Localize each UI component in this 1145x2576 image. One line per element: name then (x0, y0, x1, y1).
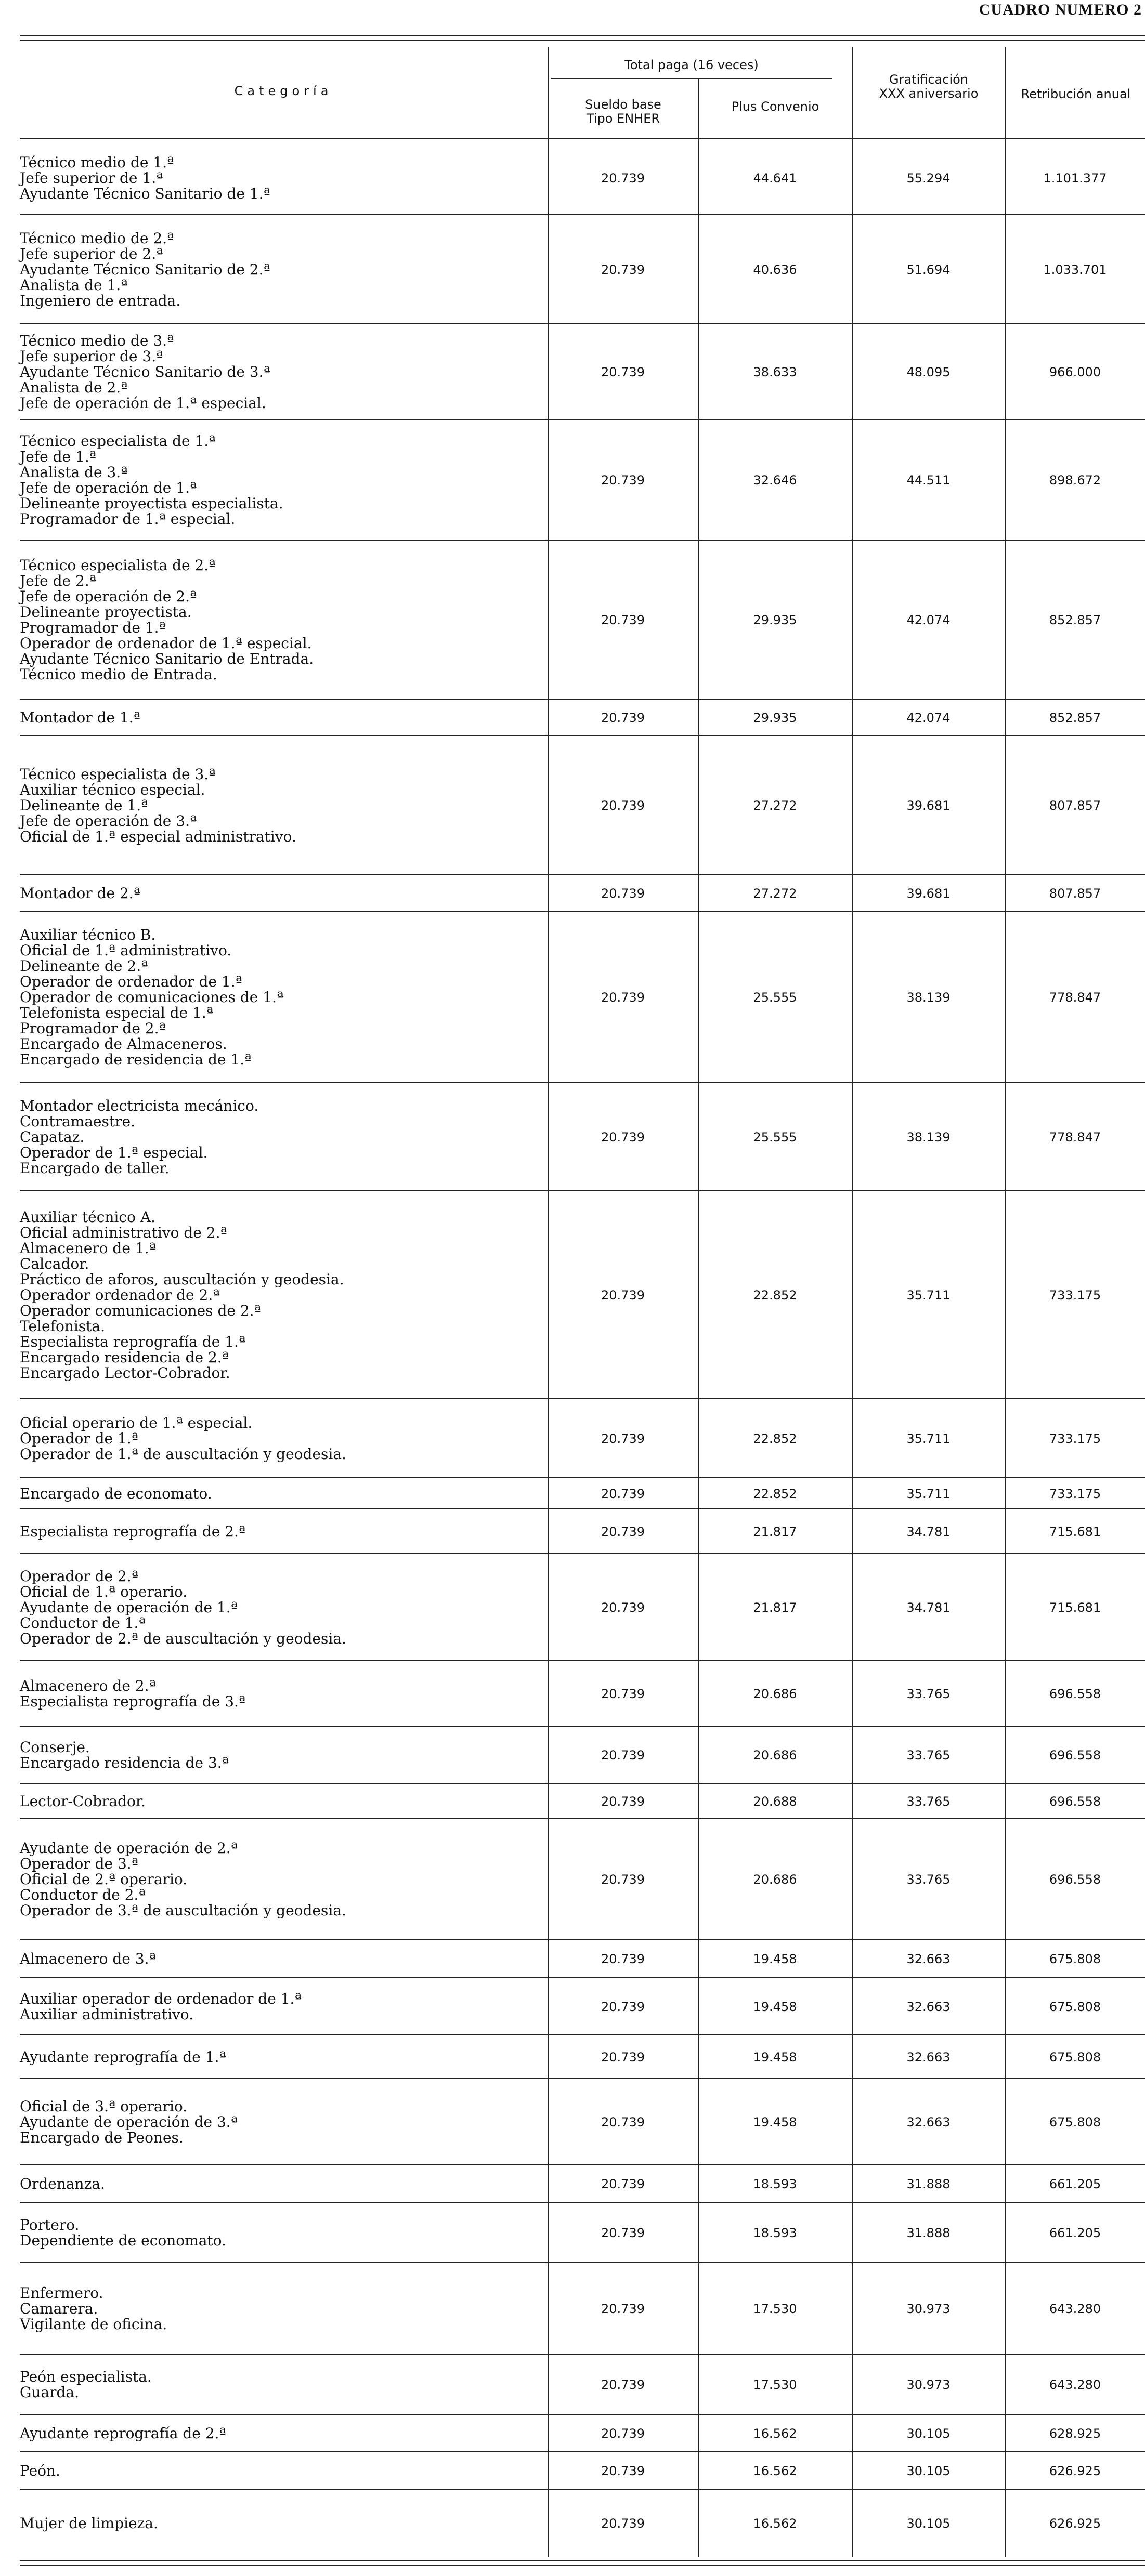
category-line: Conserje. (20, 1739, 90, 1756)
table-row (20, 1784, 1145, 1819)
category-cell (20, 1727, 540, 1784)
gratificacion-cell: 42.074 (906, 711, 951, 725)
retribucion-cell: 852.857 (1049, 711, 1101, 725)
category-cell (20, 2263, 540, 2355)
gratificacion-cell: 51.694 (906, 262, 951, 277)
category-cell (20, 215, 540, 324)
table-row (20, 2490, 1145, 2557)
category-line: Peón especialista. (20, 2368, 152, 2385)
category-line: Ayudante de operación de 3.ª (20, 2113, 238, 2131)
gratificacion-cell: 32.663 (906, 1952, 951, 1966)
gratificacion-cell: 34.781 (906, 1524, 951, 1539)
category-line: Capataz. (20, 1128, 85, 1146)
gratificacion-cell: 48.095 (906, 365, 951, 379)
table-row (20, 1661, 1145, 1727)
sueldo-base-cell: 20.739 (601, 1687, 645, 1701)
category-line: Encargado residencia de 3.ª (20, 1754, 229, 1771)
gratificacion-cell: 30.105 (906, 2516, 951, 2531)
header-retribucion: Retribución anual (1021, 87, 1131, 101)
sueldo-base-cell: 20.739 (601, 2377, 645, 2392)
category-line: Encargado Lector-Cobrador. (20, 1364, 230, 1382)
category-line: Ordenanza. (20, 2175, 105, 2192)
table-row (20, 1083, 1145, 1191)
category-line: Encargado de residencia de 1.ª (20, 1051, 252, 1068)
category-cell (20, 2490, 540, 2557)
table-row (20, 2203, 1145, 2263)
category-line: Encargado de Peones. (20, 2129, 184, 2146)
category-line: Ayudante de operación de 2.ª (20, 1839, 238, 1857)
category-line: Técnico especialista de 3.ª (20, 766, 216, 783)
category-line: Lector-Cobrador. (20, 1793, 146, 1810)
table-row (20, 324, 1145, 420)
plus-convenio-cell: 22.852 (753, 1288, 797, 1303)
plus-convenio-cell: 16.562 (753, 2516, 797, 2531)
category-line: Almacenero de 3.ª (20, 1950, 156, 1967)
category-line: Técnico especialista de 2.ª (20, 557, 216, 574)
category-line: Ingeniero de entrada. (20, 292, 181, 309)
category-line: Encargado de economato. (20, 1485, 212, 1502)
category-line: Telefonista. (20, 1318, 106, 1335)
retribucion-cell: 626.925 (1049, 2516, 1101, 2531)
plus-convenio-cell: 17.530 (753, 2302, 797, 2316)
category-line: Delineante proyectista. (20, 603, 192, 621)
table-row (20, 700, 1145, 736)
plus-convenio-cell: 40.636 (753, 262, 797, 277)
category-cell (20, 2355, 540, 2415)
category-line: Encargado de Almaceneros. (20, 1035, 227, 1053)
total-paga-underline (551, 78, 832, 79)
gratificacion-cell: 31.888 (906, 2177, 951, 2191)
retribucion-cell: 1.033.701 (1043, 262, 1107, 277)
sueldo-base-cell: 20.739 (601, 1872, 645, 1887)
retribucion-cell: 696.558 (1049, 1794, 1101, 1809)
sueldo-base-cell: 20.739 (601, 1952, 645, 1966)
category-line: Jefe de operación de 2.ª (20, 588, 197, 605)
plus-convenio-cell: 27.272 (753, 886, 797, 901)
table-row (20, 1509, 1145, 1554)
plus-convenio-cell: 19.458 (753, 2115, 797, 2130)
category-cell (20, 1784, 540, 1819)
category-cell (20, 324, 540, 420)
category-line: Operador de 2.ª de auscultación y geodesia. (20, 1630, 346, 1647)
plus-convenio-cell: 22.852 (753, 1431, 797, 1446)
category-cell (20, 1191, 540, 1399)
table-row (20, 2079, 1145, 2165)
plus-convenio-cell: 16.562 (753, 2464, 797, 2478)
category-line: Almacenero de 2.ª (20, 1677, 156, 1694)
category-line: Programador de 1.ª (20, 619, 166, 636)
retribucion-cell: 715.681 (1049, 1524, 1101, 1539)
category-line: Enfermero. (20, 2284, 103, 2302)
category-line: Conductor de 1.ª (20, 1614, 146, 1632)
plus-convenio-cell: 19.458 (753, 1952, 797, 1966)
sueldo-base-cell: 20.739 (601, 1524, 645, 1539)
retribucion-cell: 675.808 (1049, 2000, 1101, 2014)
category-line: Operador ordenador de 2.ª (20, 1286, 220, 1304)
retribucion-cell: 898.672 (1049, 473, 1101, 488)
table-row (20, 1727, 1145, 1784)
category-line: Ayudante Técnico Sanitario de 3.ª (20, 363, 270, 380)
category-line: Jefe de operación de 1.ª especial. (20, 395, 266, 412)
category-line: Ayudante Técnico Sanitario de 2.ª (20, 261, 270, 278)
gratificacion-cell: 42.074 (906, 613, 951, 627)
gratificacion-cell: 39.681 (906, 886, 951, 901)
plus-convenio-cell: 20.686 (753, 1872, 797, 1887)
retribucion-cell: 675.808 (1049, 1952, 1101, 1966)
category-line: Analista de 3.ª (20, 464, 128, 481)
gratificacion-cell: 35.711 (906, 1431, 951, 1446)
sueldo-base-cell: 20.739 (601, 2226, 645, 2240)
sueldo-base-cell: 20.739 (601, 2464, 645, 2478)
gratificacion-cell: 33.765 (906, 1794, 951, 1809)
category-line: Ayudante Técnico Sanitario de Entrada. (20, 650, 314, 667)
header-gratificacion-line1: Gratificación (889, 72, 969, 87)
retribucion-cell: 778.847 (1049, 990, 1101, 1005)
retribucion-cell: 733.175 (1049, 1288, 1101, 1303)
table-row (20, 1940, 1145, 1978)
table-row (20, 2165, 1145, 2203)
sueldo-base-cell: 20.739 (601, 886, 645, 901)
table-row (20, 2263, 1145, 2355)
plus-convenio-cell: 44.641 (753, 171, 797, 186)
gratificacion-cell: 33.765 (906, 1687, 951, 1701)
table-row (20, 1554, 1145, 1661)
category-line: Vigilante de oficina. (20, 2316, 167, 2333)
category-cell (20, 736, 540, 875)
category-line: Jefe superior de 3.ª (20, 348, 163, 365)
category-line: Montador de 2.ª (20, 885, 140, 902)
table-row (20, 420, 1145, 541)
category-cell (20, 2079, 540, 2165)
category-line: Ayudante de operación de 1.ª (20, 1599, 238, 1616)
gratificacion-cell: 30.105 (906, 2464, 951, 2478)
category-line: Oficial de 2.ª operario. (20, 1871, 188, 1888)
retribucion-cell: 696.558 (1049, 1748, 1101, 1763)
sueldo-base-cell: 20.739 (601, 365, 645, 379)
plus-convenio-cell: 18.593 (753, 2177, 797, 2191)
table-bottom-rule (20, 2560, 1145, 2566)
category-line: Oficial de 1.ª operario. (20, 1583, 188, 1600)
plus-convenio-cell: 25.555 (753, 1130, 797, 1145)
category-line: Analista de 1.ª (20, 277, 128, 294)
category-line: Portero. (20, 2216, 80, 2233)
gratificacion-cell: 35.711 (906, 1288, 951, 1303)
header-plus-convenio: Plus Convenio (731, 99, 819, 114)
category-line: Programador de 2.ª (20, 1020, 166, 1037)
category-line: Delineante de 1.ª (20, 797, 148, 814)
plus-convenio-cell: 19.458 (753, 2000, 797, 2014)
table-row (20, 215, 1145, 324)
category-cell (20, 420, 540, 541)
retribucion-cell: 643.280 (1049, 2302, 1101, 2316)
category-cell (20, 1940, 540, 1978)
category-line: Auxiliar administrativo. (20, 2006, 193, 2023)
gratificacion-cell: 32.663 (906, 2115, 951, 2130)
category-line: Operador de ordenador de 1.ª (20, 973, 242, 990)
category-line: Operador de 3.ª de auscultación y geodesia. (20, 1902, 346, 1919)
category-cell (20, 700, 540, 736)
category-cell (20, 912, 540, 1083)
category-line: Programador de 1.ª especial. (20, 510, 236, 528)
category-line: Guarda. (20, 2384, 79, 2401)
table-row (20, 1191, 1145, 1399)
page-title: CUADRO NUMERO 2 (979, 1, 1142, 18)
category-line: Delineante proyectista especialista. (20, 495, 283, 512)
header-total-paga: Total paga (16 veces) (624, 58, 759, 72)
category-line: Operador de 1.ª (20, 1430, 139, 1447)
sueldo-base-cell: 20.739 (601, 2516, 645, 2531)
sueldo-base-cell: 20.739 (601, 2115, 645, 2130)
category-line: Delineante de 2.ª (20, 957, 148, 975)
sueldo-base-cell: 20.739 (601, 262, 645, 277)
sueldo-base-cell: 20.739 (601, 613, 645, 627)
header-top-rule-2 (20, 40, 1145, 41)
category-line: Camarera. (20, 2300, 98, 2317)
sueldo-base-cell: 20.739 (601, 473, 645, 488)
retribucion-cell: 778.847 (1049, 1130, 1101, 1145)
category-line: Jefe de operación de 3.ª (20, 812, 197, 830)
gratificacion-cell: 39.681 (906, 798, 951, 813)
category-line: Telefonista especial de 1.ª (20, 1004, 214, 1021)
gratificacion-cell: 55.294 (906, 171, 951, 186)
gratificacion-cell: 32.663 (906, 2000, 951, 2014)
retribucion-cell: 715.681 (1049, 1600, 1101, 1615)
retribucion-cell: 675.808 (1049, 2050, 1101, 2065)
gratificacion-cell: 30.105 (906, 2426, 951, 2441)
category-cell (20, 1083, 540, 1191)
plus-convenio-cell: 17.530 (753, 2377, 797, 2392)
category-cell (20, 2165, 540, 2203)
category-line: Especialista reprografía de 1.ª (20, 1333, 246, 1350)
category-line: Jefe de operación de 1.ª (20, 479, 197, 496)
table-row (20, 875, 1145, 912)
category-line: Auxiliar técnico B. (20, 926, 156, 943)
gratificacion-cell: 38.139 (906, 990, 951, 1005)
sueldo-base-cell: 20.739 (601, 1431, 645, 1446)
retribucion-cell: 1.101.377 (1043, 171, 1107, 186)
category-line: Oficial de 3.ª operario. (20, 2098, 188, 2115)
plus-convenio-cell: 27.272 (753, 798, 797, 813)
category-line: Oficial operario de 1.ª especial. (20, 1414, 253, 1431)
table-row (20, 541, 1145, 700)
category-line: Operador de 3.ª (20, 1855, 139, 1872)
table-row (20, 1478, 1145, 1509)
sueldo-base-cell: 20.739 (601, 2302, 645, 2316)
category-line: Oficial de 1.ª administrativo. (20, 942, 232, 959)
retribucion-cell: 696.558 (1049, 1687, 1101, 1701)
plus-convenio-cell: 22.852 (753, 1487, 797, 1501)
category-line: Auxiliar técnico A. (20, 1208, 155, 1226)
plus-convenio-cell: 25.555 (753, 990, 797, 1005)
category-line: Mujer de limpieza. (20, 2515, 158, 2532)
category-line: Almacenero de 1.ª (20, 1240, 156, 1257)
category-cell (20, 541, 540, 700)
retribucion-cell: 696.558 (1049, 1872, 1101, 1887)
plus-convenio-cell: 16.562 (753, 2426, 797, 2441)
category-cell (20, 875, 540, 912)
category-cell (20, 1661, 540, 1727)
plus-convenio-cell: 20.686 (753, 1748, 797, 1763)
retribucion-cell: 643.280 (1049, 2377, 1101, 2392)
plus-convenio-cell: 20.688 (753, 1794, 797, 1809)
category-cell (20, 2452, 540, 2490)
table-row (20, 2355, 1145, 2415)
category-line: Jefe de 2.ª (20, 572, 97, 589)
gratificacion-cell: 38.139 (906, 1130, 951, 1145)
plus-convenio-cell: 18.593 (753, 2226, 797, 2240)
category-line: Técnico medio de 2.ª (20, 230, 174, 247)
category-line: Conductor de 2.ª (20, 1886, 146, 1903)
category-line: Auxiliar operador de ordenador de 1.ª (20, 1990, 302, 2007)
sueldo-base-cell: 20.739 (601, 1487, 645, 1501)
table-row (20, 141, 1145, 215)
category-line: Oficial de 1.ª especial administrativo. (20, 828, 296, 845)
gratificacion-cell: 35.711 (906, 1487, 951, 1501)
retribucion-cell: 733.175 (1049, 1487, 1101, 1501)
table-row (20, 2452, 1145, 2490)
plus-convenio-cell: 38.633 (753, 365, 797, 379)
category-line: Oficial administrativo de 2.ª (20, 1224, 227, 1241)
header-top-rule-1 (20, 35, 1145, 36)
category-line: Contramaestre. (20, 1113, 135, 1130)
plus-convenio-cell: 29.935 (753, 711, 797, 725)
header-gratificacion (853, 73, 1004, 101)
header-bottom-rule (20, 138, 1145, 139)
category-cell (20, 1399, 540, 1478)
category-line: Operador de ordenador de 1.ª especial. (20, 635, 312, 652)
gratificacion-cell: 34.781 (906, 1600, 951, 1615)
category-cell (20, 2415, 540, 2452)
category-line: Ayudante Técnico Sanitario de 1.ª (20, 185, 270, 202)
gratificacion-cell: 32.663 (906, 2050, 951, 2065)
table-row (20, 736, 1145, 875)
category-cell (20, 2035, 540, 2079)
gratificacion-cell: 30.973 (906, 2302, 951, 2316)
table-row (20, 912, 1145, 1083)
gratificacion-cell: 31.888 (906, 2226, 951, 2240)
gratificacion-cell: 33.765 (906, 1872, 951, 1887)
sueldo-base-cell: 20.739 (601, 1288, 645, 1303)
sueldo-base-cell: 20.739 (601, 798, 645, 813)
category-line: Especialista reprografía de 2.ª (20, 1523, 246, 1540)
sueldo-base-cell: 20.739 (601, 171, 645, 186)
category-line: Analista de 2.ª (20, 379, 128, 396)
category-line: Encargado residencia de 2.ª (20, 1349, 229, 1366)
sueldo-base-cell: 20.739 (601, 711, 645, 725)
plus-convenio-cell: 32.646 (753, 473, 797, 488)
category-cell (20, 2203, 540, 2263)
retribucion-cell: 733.175 (1049, 1431, 1101, 1446)
category-cell (20, 1819, 540, 1940)
category-line: Operador de 2.ª (20, 1568, 139, 1585)
table-row (20, 2415, 1145, 2452)
plus-convenio-cell: 21.817 (753, 1600, 797, 1615)
plus-convenio-cell: 20.686 (753, 1687, 797, 1701)
table-row (20, 1978, 1145, 2035)
retribucion-cell: 661.205 (1049, 2226, 1101, 2240)
category-cell (20, 1978, 540, 2035)
plus-convenio-cell: 29.935 (753, 613, 797, 627)
category-line: Ayudante reprografía de 2.ª (20, 2425, 226, 2442)
retribucion-cell: 628.925 (1049, 2426, 1101, 2441)
sueldo-base-cell: 20.739 (601, 1794, 645, 1809)
header-gratificacion-line2: XXX aniversario (879, 86, 979, 101)
category-line: Práctico de aforos, auscultación y geodesia. (20, 1271, 344, 1288)
retribucion-cell: 807.857 (1049, 886, 1101, 901)
category-line: Técnico medio de 3.ª (20, 332, 174, 349)
category-cell (20, 1554, 540, 1661)
sueldo-base-cell: 20.739 (601, 2050, 645, 2065)
sueldo-base-cell: 20.739 (601, 1748, 645, 1763)
header-sueldo-base (549, 98, 697, 126)
retribucion-cell: 807.857 (1049, 798, 1101, 813)
category-cell (20, 1509, 540, 1554)
category-line: Especialista reprografía de 3.ª (20, 1693, 246, 1710)
plus-convenio-cell: 19.458 (753, 2050, 797, 2065)
sueldo-base-cell: 20.739 (601, 1130, 645, 1145)
category-line: Operador comunicaciones de 2.ª (20, 1302, 261, 1319)
table-row (20, 1819, 1145, 1940)
category-line: Peón. (20, 2462, 60, 2479)
sueldo-base-cell: 20.739 (601, 2177, 645, 2191)
category-line: Auxiliar técnico especial. (20, 781, 205, 798)
category-line: Encargado de taller. (20, 1160, 170, 1177)
category-line: Ayudante reprografía de 1.ª (20, 2048, 226, 2066)
header-sueldo-base-line1: Sueldo base (585, 97, 661, 112)
category-line: Operador de 1.ª de auscultación y geodesia. (20, 1445, 346, 1463)
retribucion-cell: 626.925 (1049, 2464, 1101, 2478)
category-line: Jefe superior de 2.ª (20, 245, 163, 262)
category-line: Jefe superior de 1.ª (20, 169, 163, 187)
category-line: Técnico especialista de 1.ª (20, 432, 216, 450)
retribucion-cell: 852.857 (1049, 613, 1101, 627)
category-line: Calcador. (20, 1255, 89, 1272)
category-line: Montador electricista mecánico. (20, 1097, 259, 1114)
sueldo-base-cell: 20.739 (601, 1600, 645, 1615)
sueldo-base-cell: 20.739 (601, 990, 645, 1005)
category-cell (20, 1478, 540, 1509)
category-line: Dependiente de economato. (20, 2232, 226, 2249)
gratificacion-cell: 30.973 (906, 2377, 951, 2392)
sueldo-base-cell: 20.739 (601, 2426, 645, 2441)
category-line: Jefe de 1.ª (20, 448, 97, 465)
category-line: Montador de 1.ª (20, 709, 140, 726)
plus-convenio-cell: 21.817 (753, 1524, 797, 1539)
category-line: Técnico medio de Entrada. (20, 666, 217, 683)
retribucion-cell: 661.205 (1049, 2177, 1101, 2191)
category-line: Operador de 1.ª especial. (20, 1144, 208, 1161)
table-row (20, 1399, 1145, 1478)
retribucion-cell: 966.000 (1049, 365, 1101, 379)
header-categoria: Categoría (234, 84, 333, 98)
retribucion-cell: 675.808 (1049, 2115, 1101, 2130)
gratificacion-cell: 33.765 (906, 1748, 951, 1763)
category-cell (20, 141, 540, 215)
header-sueldo-base-line2: Tipo ENHER (586, 111, 660, 126)
category-line: Técnico medio de 1.ª (20, 154, 174, 171)
table-row (20, 2035, 1145, 2079)
category-line: Operador de comunicaciones de 1.ª (20, 989, 284, 1006)
sueldo-base-cell: 20.739 (601, 2000, 645, 2014)
gratificacion-cell: 44.511 (906, 473, 951, 488)
